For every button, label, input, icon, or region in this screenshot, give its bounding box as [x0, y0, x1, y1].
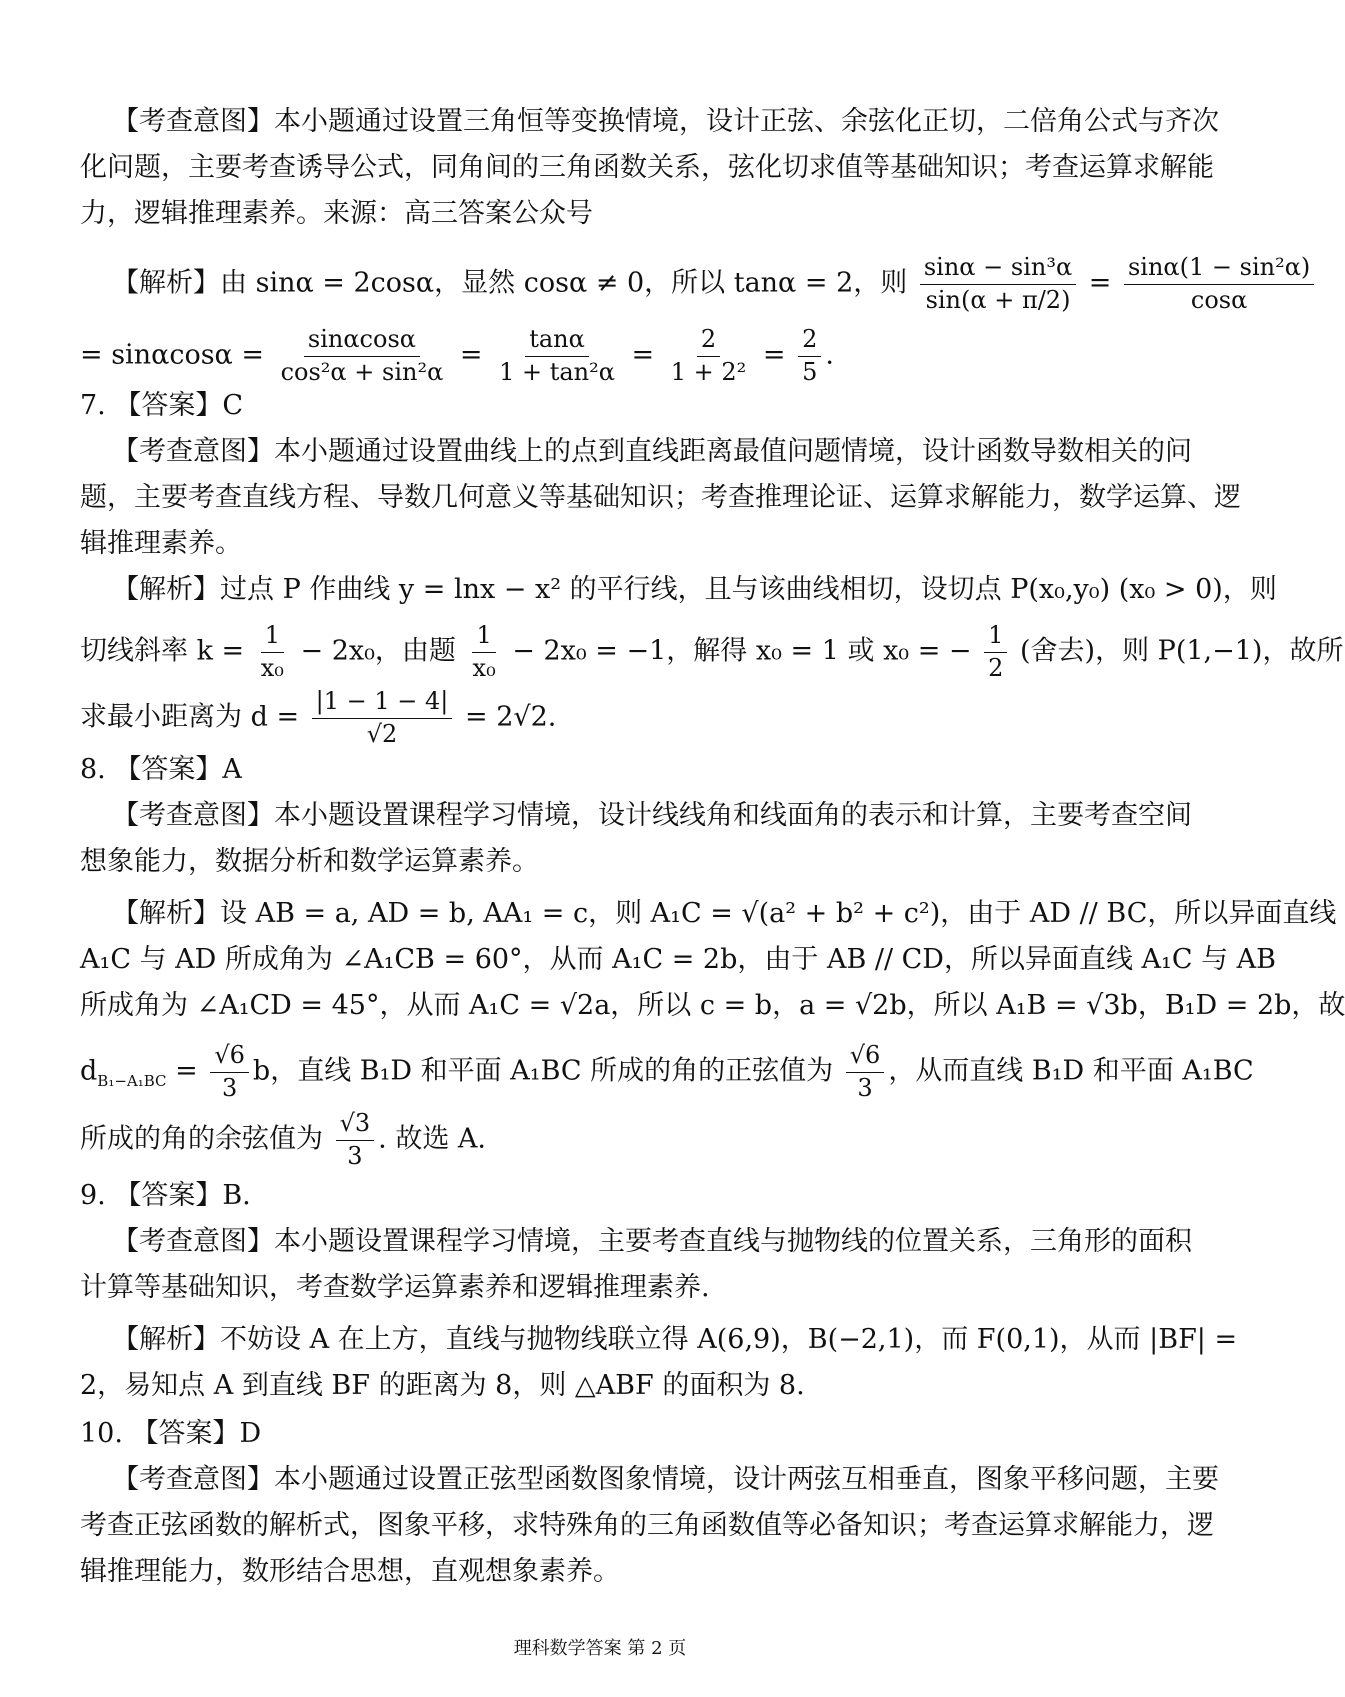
intent-8-line1: 【考查意图】本小题设置课程学习情境，设计线线角和线面角的表示和计算，主要考查空间 [112, 800, 1192, 831]
fraction: $\frac{|1 - 1 - 4|}{√2}$ [312, 688, 453, 748]
fraction: $\frac{√6}{3}$ [846, 1042, 885, 1102]
intent-6-line2: 化问题，主要考查诱导公式，同角间的三角函数关系，弦化切求值等基础知识；考查运算求解能 [80, 152, 1214, 183]
fraction: $\frac{\text{sinα − sin³α}}{\sin(\alpha + \pi/2)}$ [920, 254, 1076, 314]
fraction: $\frac{\tan\alpha}{\text{1 + tan²α}}$ [499, 325, 615, 386]
intent-7-line3: 辑推理素养。 [80, 528, 242, 559]
solution-8-line1: 【解析】设 AB = a, AD = b, AA₁ = c，则 A₁C = √(a² + b² + c²)，由于 AD // BC，所以异面直线 [112, 898, 1337, 929]
solution-6-text: 【解析】由 sinα = 2cosα，显然 cosα ≠ 0，所以 tanα = 2，则 [112, 267, 908, 299]
solution-8-line2: A₁C 与 AD 所成角为 ∠A₁CB = 60°，从而 A₁C = 2b，由于 AB // CD，所以异面直线 A₁C 与 AB [80, 944, 1277, 975]
intent-7-line1: 【考查意图】本小题通过设置曲线上的点到直线距离最值问题情境，设计函数导数相关的问 [112, 436, 1192, 467]
solution-9-line2: 2，易知点 A 到直线 BF 的距离为 8，则 △ABF 的面积为 8. [80, 1370, 805, 1401]
solution-7-line1: 【解析】过点 P 作曲线 y = lnx − x² 的平行线，且与该曲线相切，设切点 P(x₀,y₀) (x₀ > 0)，则 [112, 574, 1277, 605]
answer-8: 8. 【答案】A [80, 754, 242, 785]
intent-6-line1: 【考查意图】本小题通过设置三角恒等变换情境，设计正弦、余弦化正切，二倍角公式与齐次 [112, 106, 1219, 137]
solution-8-line4: $d_{B_1-A_1BC}$ = $\frac{√6}{3}$ b，直线 B₁D 和平面 A₁BC 所成的角的正弦值为 $\frac{√6}{3}$ ，从而直线 B₁D 和平面 A₁BC [80, 1041, 1254, 1102]
answer-7: 7. 【答案】C [80, 390, 244, 421]
fraction: $\frac{2}{5}$ [798, 326, 821, 386]
intent-10-line2: 考查正弦函数的解析式，图象平移，求特殊角的三角函数值等必备知识；考查运算求解能力，逻 [80, 1510, 1214, 1541]
solution-8-line5: 所成的角的余弦值为 $\frac{√3}{3}$ . 故选 A. [80, 1109, 486, 1170]
intent-9-line1: 【考查意图】本小题设置课程学习情境，主要考查直线与抛物线的位置关系，三角形的面积 [112, 1226, 1192, 1257]
intent-9-line2: 计算等基础知识，考查数学运算素养和逻辑推理素养. [80, 1272, 710, 1303]
intent-6-line3: 力，逻辑推理素养。来源：高三答案公众号 [80, 198, 593, 229]
solution-8-line3: 所成角为 ∠A₁CD = 45°，从而 A₁C = √2a，所以 c = b，a = √2b，所以 A₁B = √3b，B₁D = 2b，故 [80, 990, 1345, 1021]
solution-9-line1: 【解析】不妨设 A 在上方，直线与抛物线联立得 A(6,9)，B(−2,1)，而 F(0,1)，从而 |BF| = [112, 1324, 1238, 1355]
intent-8-line2: 想象能力，数据分析和数学运算素养。 [80, 846, 539, 877]
fraction: $\frac{√3}{3}$ [336, 1110, 375, 1170]
intent-10-line3: 辑推理能力，数形结合思想，直观想象素养。 [80, 1556, 620, 1587]
fraction: $\frac{1}{\text{x₀}}$ [260, 621, 284, 682]
solution-6-line1: 【解析】由 sinα = 2cosα，显然 cosα ≠ 0，所以 tanα = 2，则 $\frac{\text{sinα − sin³α}}{\sin(\alpha + \pi/2)}$ = $\frac{\text{sinα(1 − sin²α)}}{\cos\alpha}$ [112, 254, 1318, 314]
fraction: $\frac{1}{\text{x₀}}$ [472, 621, 496, 682]
intent-7-line2: 题，主要考查直线方程、导数几何意义等基础知识；考查推理论证、运算求解能力，数学运算、逻 [80, 482, 1241, 513]
fraction: $\frac{√6}{3}$ [210, 1042, 249, 1102]
fraction: $\frac{1}{2}$ [984, 622, 1007, 682]
intent-10-line1: 【考查意图】本小题通过设置正弦型函数图象情境，设计两弦互相垂直，图象平移问题，主要 [112, 1464, 1219, 1495]
answer-9: 9. 【答案】B. [80, 1180, 251, 1211]
fraction: $\frac{2}{\text{1 + 2²}}$ [670, 325, 747, 386]
solution-7-line3: 求最小距离为 d = $\frac{|1 - 1 - 4|}{√2}$ = 2√2. [80, 687, 557, 748]
fraction: $\frac{\sin\alpha\cos\alpha}{\text{cos²α + sin²α}}$ [280, 325, 444, 386]
page-footer: 理科数学答案 第 2 页 [513, 1638, 687, 1659]
solution-6-line2: = sinαcosα = $\frac{\sin\alpha\cos\alpha}{\text{cos²α + sin²α}}$ = $\frac{\tan\alpha}{\text{1 + tan²α}}$ = $\frac{2}{\text{1 + 2²}}$ = $\frac{2}{5}$ . [80, 325, 834, 386]
solution-7-line2: 切线斜率 k = $\frac{1}{\text{x₀}}$ − 2x₀，由题 $\frac{1}{\text{x₀}}$ − 2x₀ = −1，解得 x₀ = 1 或 x₀ = − $\frac{1}{2}$ (舍去)，则 P(1,−1)，故所 [80, 621, 1344, 682]
answer-10: 10. 【答案】D [80, 1418, 262, 1449]
fraction: $\frac{\text{sinα(1 − sin²α)}}{\cos\alpha}$ [1124, 254, 1314, 314]
